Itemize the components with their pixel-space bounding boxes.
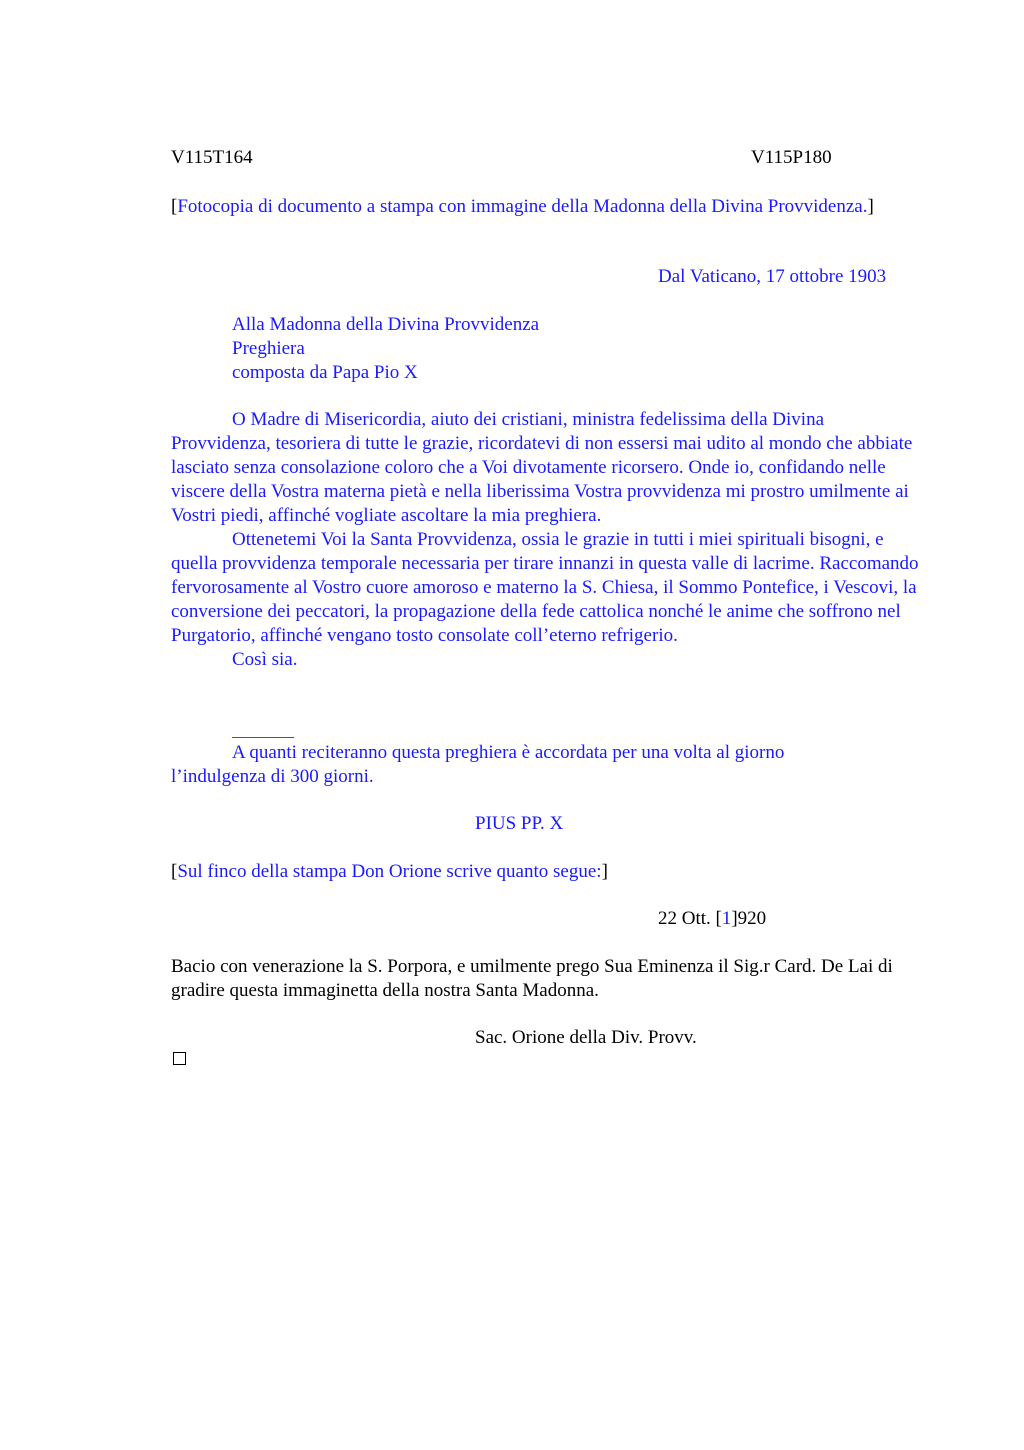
editorial-note-margin <box>171 860 608 884</box>
note-text: Sul finco della stampa Don Orione scrive quanto segue: <box>177 861 602 882</box>
letter-date-suffix: ]920 <box>731 908 767 929</box>
letter-signature: Sac. Orione della Div. Provv. <box>475 1027 697 1048</box>
prayer-text <box>171 408 927 672</box>
title-line-3: composta da Papa Pio X <box>232 362 418 383</box>
letter-body: Bacio con venerazione la S. Porpora, e umilmente prego Sua Eminenza il Sig.r Card. De Lai di gradire questa immaginetta della nostra Santa Madonna. <box>171 956 893 1001</box>
prayer-paragraph-1: O Madre di Misericordia, aiuto dei cristiani, ministra fedelissima della Divina Provvidenza, tesoriera di tutte le grazie, ricordatevi di non essersi mai udito al mondo che abbiate lasciato senza consolazione coloro che a Voi divotamente ricorsero. Onde io, confidando nelle viscere della Vostra materna pietà e nella liberissima Vostra provvidenza mi prostro umilmente ai Vostri piedi, affinché vogliate ascoltare la mia preghiera. <box>171 409 913 526</box>
indulgence-note <box>171 741 871 789</box>
header-right-code: V115P180 <box>751 147 832 168</box>
bracket-close: ] <box>867 196 874 217</box>
prayer-paragraph-3: Così sia. <box>232 649 298 670</box>
letter-date <box>658 907 766 931</box>
letter-date-prefix: 22 Ott. [ <box>658 908 722 929</box>
prayer-paragraph-2: Ottenetemi Voi la Santa Provvidenza, ossia le grazie in tutti i miei spirituali bisogni, e quella provvidenza temporale necessaria per tirare innanzi in questa valle di lacrime. Raccomando fervorosamente al Vostro cuore amoroso e materno la S. Chiesa, il Sommo Pontefice, i Vescovi, la conversione dei peccatori, la propagazione della fede cattolica nonché le anime che soffrono nel Purgatorio, affinché vengano tosto consolate coll’eterno refrigerio. <box>171 529 919 646</box>
editorial-note-photocopy <box>171 195 931 219</box>
letter-date-insert: 1 <box>721 908 732 929</box>
pope-signature: PIUS PP. X <box>475 813 564 834</box>
header-left-code: V115T164 <box>171 147 253 168</box>
bracket-close: ] <box>601 861 608 882</box>
bracket-open: [ <box>171 196 178 217</box>
title-line-2: Preghiera <box>232 338 305 359</box>
dateline: Dal Vaticano, 17 ottobre 1903 <box>658 266 887 287</box>
note-text: Fotocopia di documento a stampa con immagine della Madonna della Divina Provvidenza. <box>177 196 868 217</box>
title-line-1: Alla Madonna della Divina Provvidenza <box>232 314 540 335</box>
indulgence-text: A quanti reciteranno questa preghiera è accordata per una volta al giorno l’indulgenza di 300 giorni. <box>171 742 785 787</box>
bracket-open: [ <box>171 861 178 882</box>
footnote-separator <box>232 737 294 738</box>
checkbox-icon <box>173 1052 186 1065</box>
